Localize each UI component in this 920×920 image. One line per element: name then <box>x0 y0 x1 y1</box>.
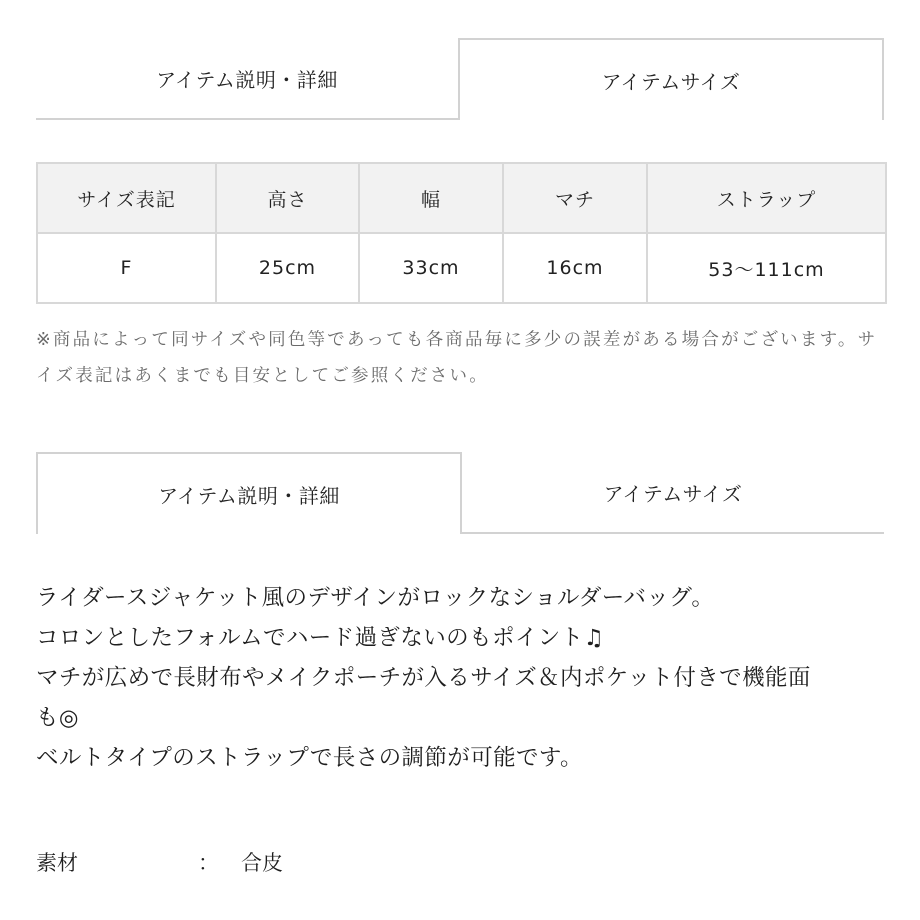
material-label: 素材 <box>36 851 78 875</box>
item-description <box>36 578 896 778</box>
cell-width: 33cm <box>359 233 503 303</box>
table-row <box>37 233 886 303</box>
size-table <box>36 162 887 304</box>
description-line: マチが広めで長財布やメイクポーチが入るサイズ＆内ポケット付きで機能面 <box>36 665 811 691</box>
material-separator: ： <box>198 851 219 875</box>
tab-item-details[interactable]: アイテム説明・詳細 <box>36 38 458 120</box>
header-gusset: マチ <box>503 163 647 233</box>
table-header-row <box>37 163 886 233</box>
tab-item-details[interactable]: アイテム説明・詳細 <box>36 452 462 534</box>
tab-item-size[interactable]: アイテムサイズ <box>462 452 884 534</box>
description-line: コロンとしたフォルムでハード過ぎないのもポイント♫ <box>36 625 605 651</box>
description-line: ベルトタイプのストラップで長さの調節が可能です。 <box>36 745 583 771</box>
header-size-label: サイズ表記 <box>37 163 216 233</box>
header-strap: ストラップ <box>647 163 886 233</box>
description-line: も◎ <box>36 705 79 731</box>
cell-size: F <box>37 233 216 303</box>
description-line: ライダースジャケット風のデザインがロックなショルダーバッグ。 <box>36 585 715 611</box>
size-disclaimer-note: ※商品によって同サイズや同色等であっても各商品毎に多少の誤差がある場合がございます。サイズ表記はあくまでも目安としてご参照ください。 <box>36 330 878 386</box>
header-width: 幅 <box>359 163 503 233</box>
cell-strap: 53〜111cm <box>647 233 886 303</box>
cell-height: 25cm <box>216 233 359 303</box>
details-tab-bar <box>36 452 884 534</box>
header-height: 高さ <box>216 163 359 233</box>
size-tab-bar <box>36 38 884 120</box>
cell-gusset: 16cm <box>503 233 647 303</box>
tab-item-size[interactable]: アイテムサイズ <box>458 38 884 120</box>
material-value: 合皮 <box>241 851 283 875</box>
